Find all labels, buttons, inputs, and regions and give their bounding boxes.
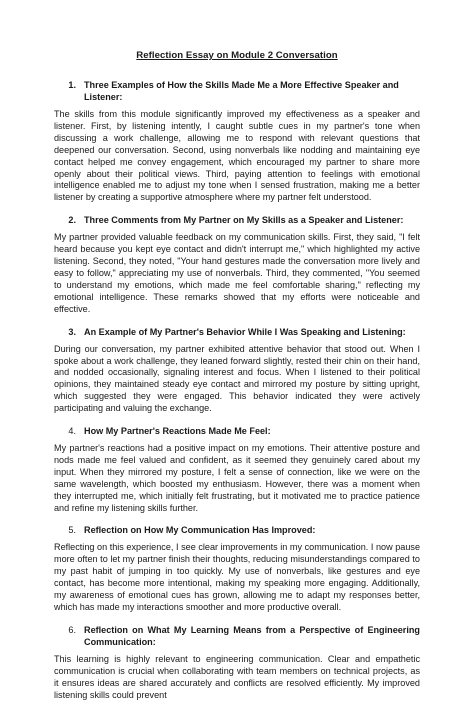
section-heading-text: Reflection on What My Learning Means from a Perspective of Engineering Communication: <box>84 624 420 647</box>
section-heading <box>54 624 420 648</box>
section-number: 4. <box>68 426 76 437</box>
section-heading <box>54 326 420 338</box>
section-body: This learning is highly relevant to engineering communication. Clear and empathetic communication is crucial when collaborating with team members on technical projects, as it ensures ideas are shared accurately and conflicts are resolved efficiently. My improved listening skills could prevent <box>54 653 420 700</box>
section-body: My partner's reactions had a positive impact on my emotions. Their attentive posture and nods made me feel valued and confident, as it seemed they genuinely cared about my input. When they mirrored my posture, I felt a sense of connection, like we were on the same wavelength, which boosted my enthusiasm. However, there was a moment when they interrupted me, which initially felt frustrating, but it motivated me to practice patience and refine my listening skills further. <box>54 443 420 513</box>
section-body: Reflecting on this experience, I see clear improvements in my communication. I now pause more often to let my partner finish their thoughts, reducing misunderstandings compared to my past habit of jumping in too quickly. My use of nonverbals, like gestures and eye contact, has become more intentional, making my speaking more engaging. Additionally, my awareness of emotional cues has grown, allowing me to adapt my responses better, which has made my interactions smoother and more productive overall. <box>54 542 420 612</box>
section-number: 3. <box>68 326 76 337</box>
section-heading-text: An Example of My Partner's Behavior While I Was Speaking and Listening: <box>84 326 406 337</box>
section-heading-text: Three Comments from My Partner on My Skills as a Speaker and Listener: <box>84 215 404 226</box>
section-body: My partner provided valuable feedback on my communication skills. First, they said, "I felt heard because you kept eye contact and didn't interrupt me," which highlighted my active listening. Second, they noted, "Your hand gestures made the conversation more lively and easy to follow," appreciating my use of nonverbals. Third, they commented, "You seemed to understand my emotions, which made me feel comfortable sharing," reflecting my emotional intelligence. These remarks showed that my efforts were noticeable and effective. <box>54 232 420 314</box>
section-6 <box>54 624 420 702</box>
section-3 <box>54 326 420 415</box>
section-body: During our conversation, my partner exhibited attentive behavior that stood out. When I spoke about a work challenge, they leaned forward slightly, rested their chin on their hand, and nodded occasionally, signaling interest and focus. When I listened to their political opinions, they maintained steady eye contact and mirrored my posture by sitting upright, which suggested they were engaged. This behavior indicated they were actively participating and valuing the exchange. <box>54 343 420 414</box>
section-4 <box>54 425 420 514</box>
section-heading <box>54 524 420 536</box>
section-2 <box>54 214 420 315</box>
section-number: 2. <box>68 215 76 226</box>
section-heading <box>54 79 420 103</box>
section-5 <box>54 524 420 613</box>
section-heading-text: Reflection on How My Communication Has Improved: <box>84 525 316 536</box>
section-heading-text: How My Partner's Reactions Made Me Feel: <box>84 426 271 437</box>
section-heading-text: Three Examples of How the Skills Made Me a More Effective Speaker and Listener: <box>84 80 399 102</box>
section-heading <box>54 425 420 437</box>
section-number: 5. <box>68 525 76 536</box>
section-heading <box>54 214 420 226</box>
section-1 <box>54 79 420 204</box>
section-number: 1. <box>68 80 76 90</box>
section-body: The skills from this module significantly improved my effectiveness as a speaker and listener. First, by listening intently, I caught subtle cues in my partner's tone when discussing a work challenge, allowing me to respond with relevant questions that deepened our conversation. Second, using nonverbals like nodding and maintaining eye contact helped me convey engagement, which encouraged my partner to share more openly about their political views. Third, paying attention to feelings with emotional intelligence enabled me to adjust my tone when I sensed frustration, making me a better listener by creating a supportive atmosphere where my partner felt understood. <box>54 109 420 203</box>
document-title: Reflection Essay on Module 2 Conversation <box>136 50 338 61</box>
section-number: 6. <box>68 624 76 635</box>
